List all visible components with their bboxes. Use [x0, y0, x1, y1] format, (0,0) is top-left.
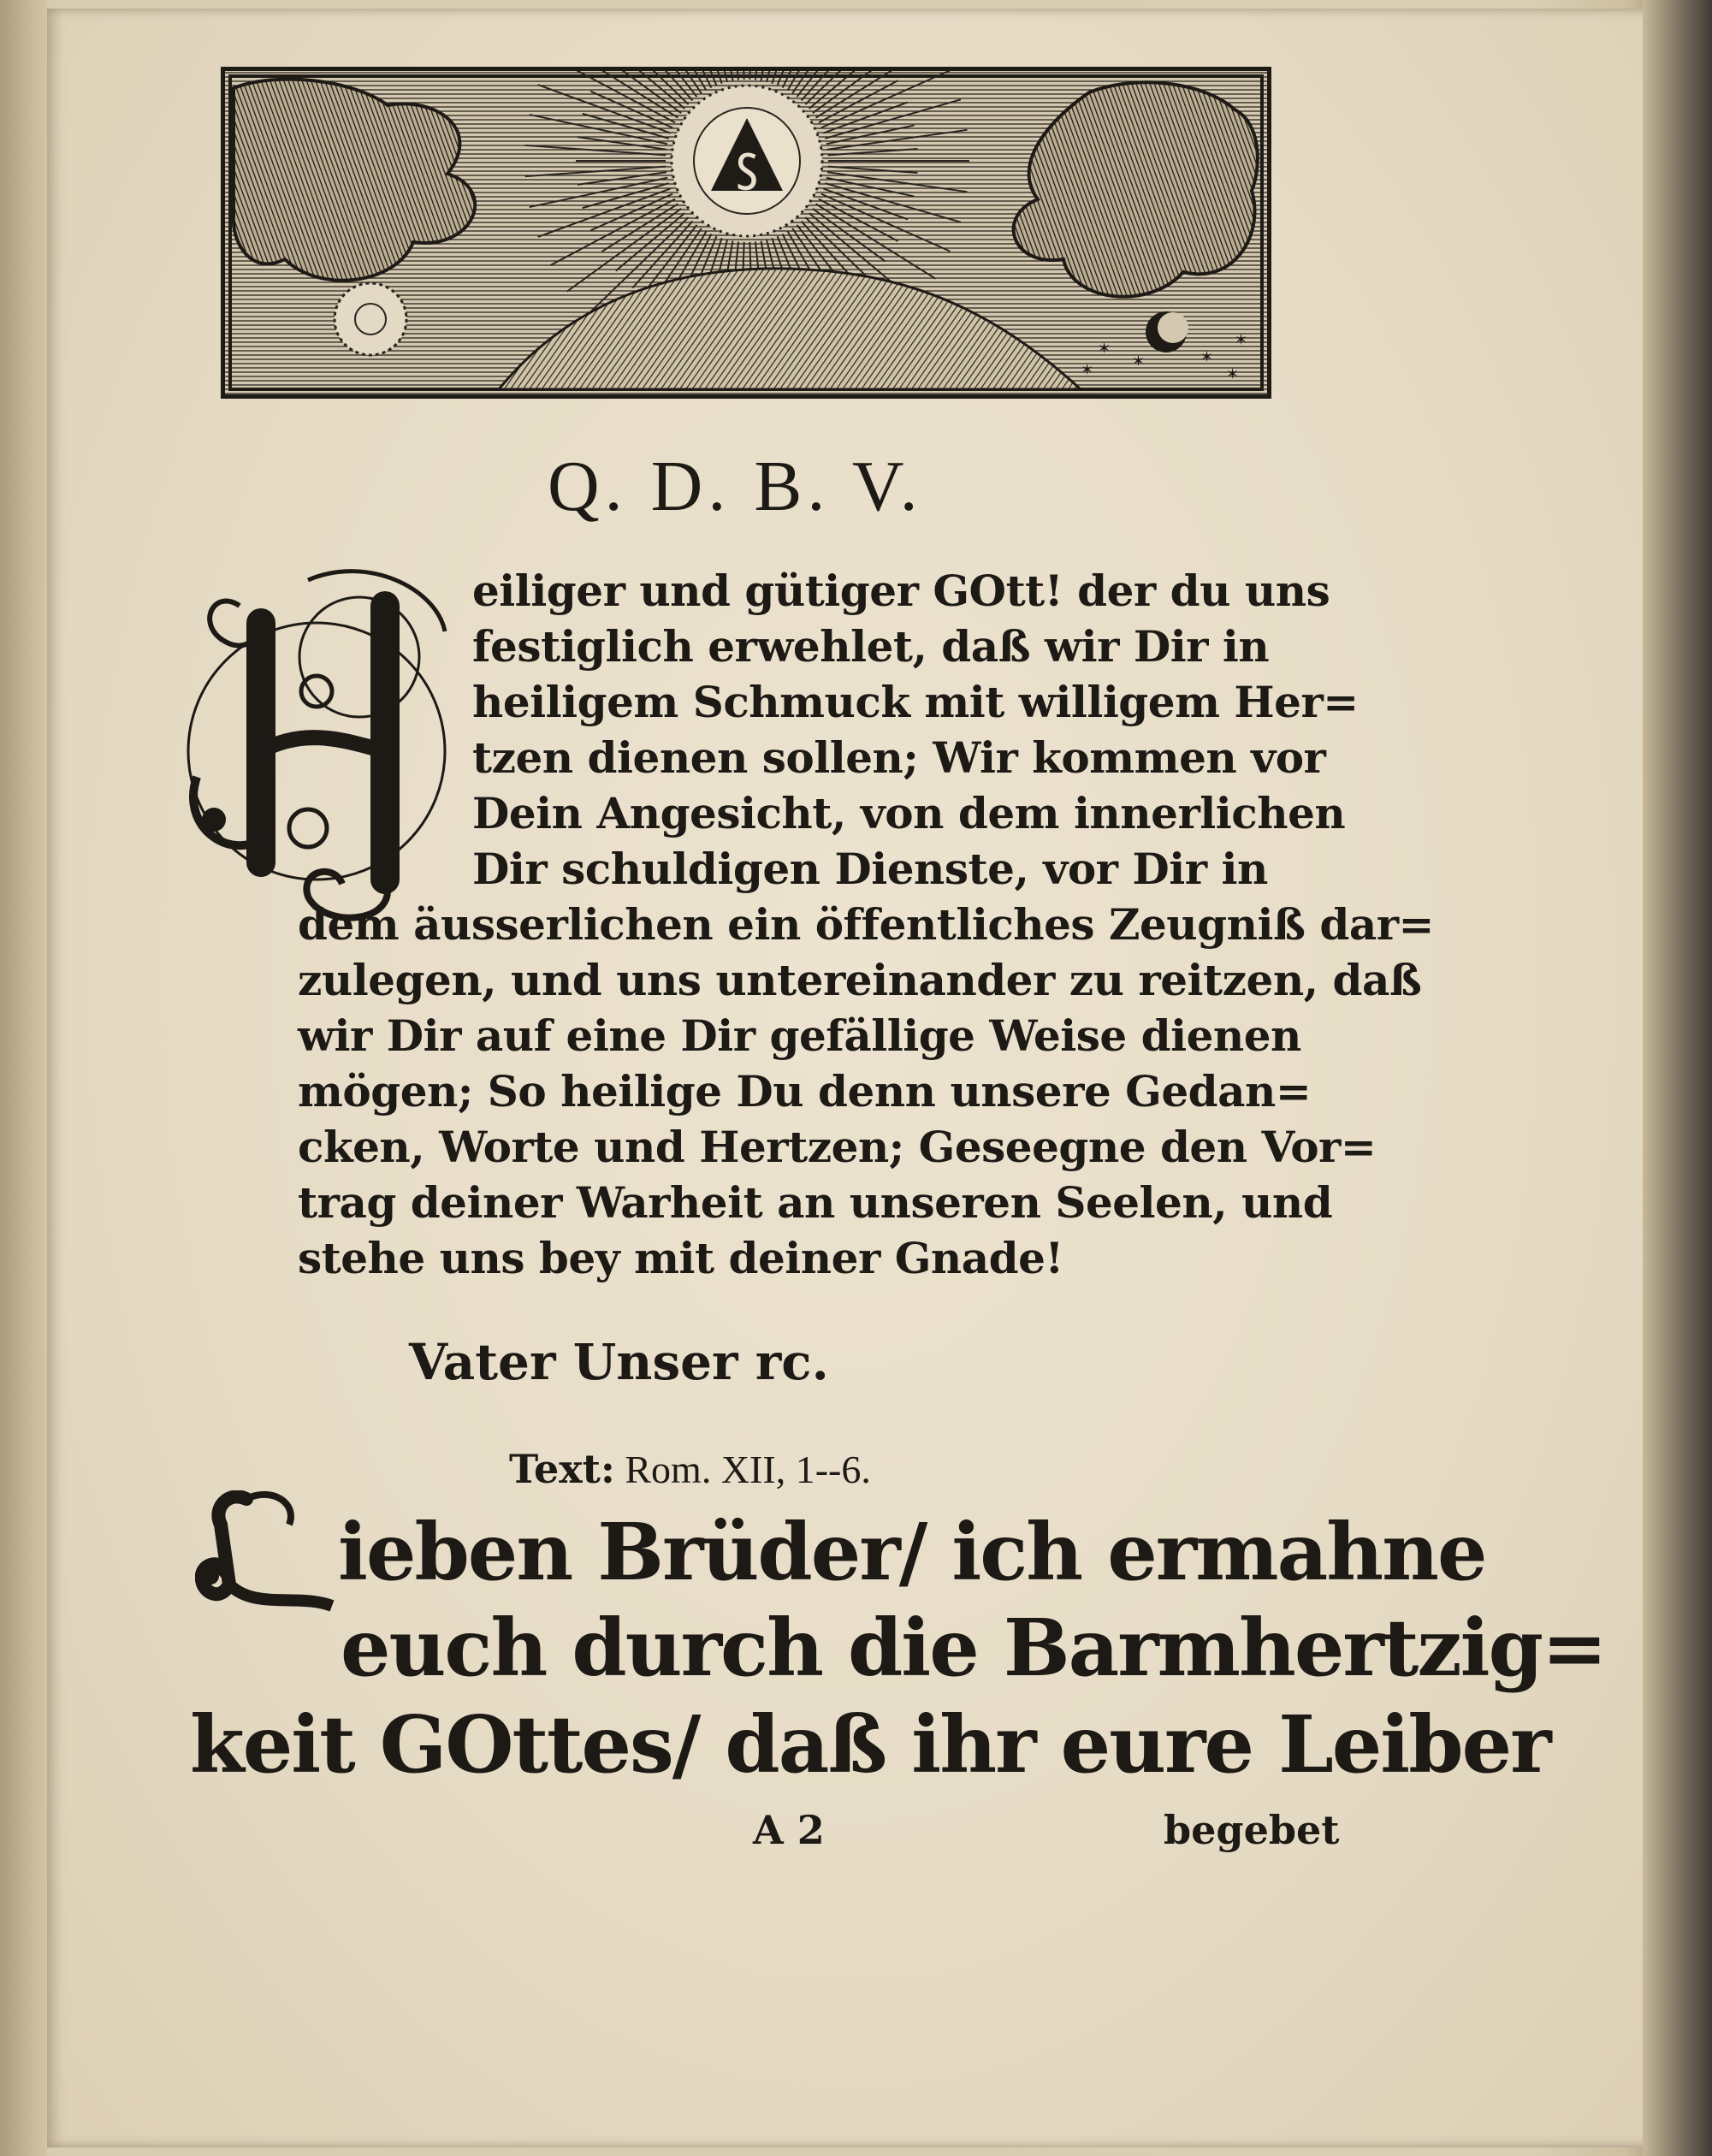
svg-text:Ꚃ: Ꚃ: [736, 146, 758, 190]
prayer-line: stehe uns bey mit deiner Gnade!: [298, 1233, 1063, 1283]
scripture-line: euch durch die Barmhertzig=: [341, 1602, 1607, 1694]
page-heading: Q. D. B. V.: [548, 447, 923, 526]
text-reference: [509, 1446, 871, 1492]
prayer-line: wir Dir auf eine Dir gefällige Weise dienen: [298, 1010, 1301, 1061]
scripture-line: keit GOttes/ daß ihr eure Leiber: [190, 1698, 1550, 1791]
decorated-initial-h-icon: [180, 554, 453, 931]
svg-text:✶: ✶: [1226, 365, 1240, 383]
svg-text:✶: ✶: [1132, 352, 1146, 370]
svg-text:✶: ✶: [1098, 340, 1111, 358]
svg-text:✶: ✶: [1235, 331, 1248, 349]
prayer-line: Dein Angesicht, von dem innerlichen: [472, 788, 1346, 838]
svg-text:✶: ✶: [1200, 348, 1214, 366]
prayer-line: eiliger und gütiger GOtt! der du uns: [472, 566, 1330, 616]
prayer-line: heiligem Schmuck mit willigem Her=: [472, 677, 1359, 727]
woodcut-sun-triangle-landscape-icon: [221, 67, 1271, 399]
page-edge-shadow: [1643, 0, 1712, 2156]
text-reference-citation: Rom. XII, 1--6.: [625, 1448, 871, 1491]
prayer-line: mögen; So heilige Du denn unsere Gedan=: [298, 1066, 1312, 1116]
prayer-line: zulegen, und uns untereinander zu reitzen, daß: [298, 955, 1422, 1005]
scripture-line: ieben Brüder/ ich ermahne: [338, 1506, 1486, 1598]
text-reference-label: Text:: [509, 1446, 615, 1492]
catchword: begebet: [1164, 1807, 1340, 1853]
decorated-initial-l-icon: [195, 1490, 341, 1619]
prayer-closing: Vater Unser rc.: [409, 1333, 829, 1391]
prayer-line: tzen dienen sollen; Wir kommen vor: [472, 732, 1326, 783]
prayer-line: Dir schuldigen Dienste, vor Dir in: [472, 844, 1268, 894]
prayer-line: festiglich erwehlet, daß wir Dir in: [472, 621, 1270, 672]
book-gutter: [0, 0, 47, 2156]
svg-text:✶: ✶: [1081, 361, 1094, 379]
prayer-line: cken, Worte und Hertzen; Geseegne den Vor=: [298, 1122, 1377, 1172]
prayer-indented-block: [472, 563, 1359, 897]
prayer-line: trag deiner Warheit an unseren Seelen, und: [298, 1177, 1333, 1228]
prayer-line: dem äusserlichen ein öffentliches Zeugniß dar=: [298, 899, 1434, 950]
signature-mark: A 2: [753, 1807, 825, 1853]
prayer-full-block: [298, 897, 1434, 1286]
